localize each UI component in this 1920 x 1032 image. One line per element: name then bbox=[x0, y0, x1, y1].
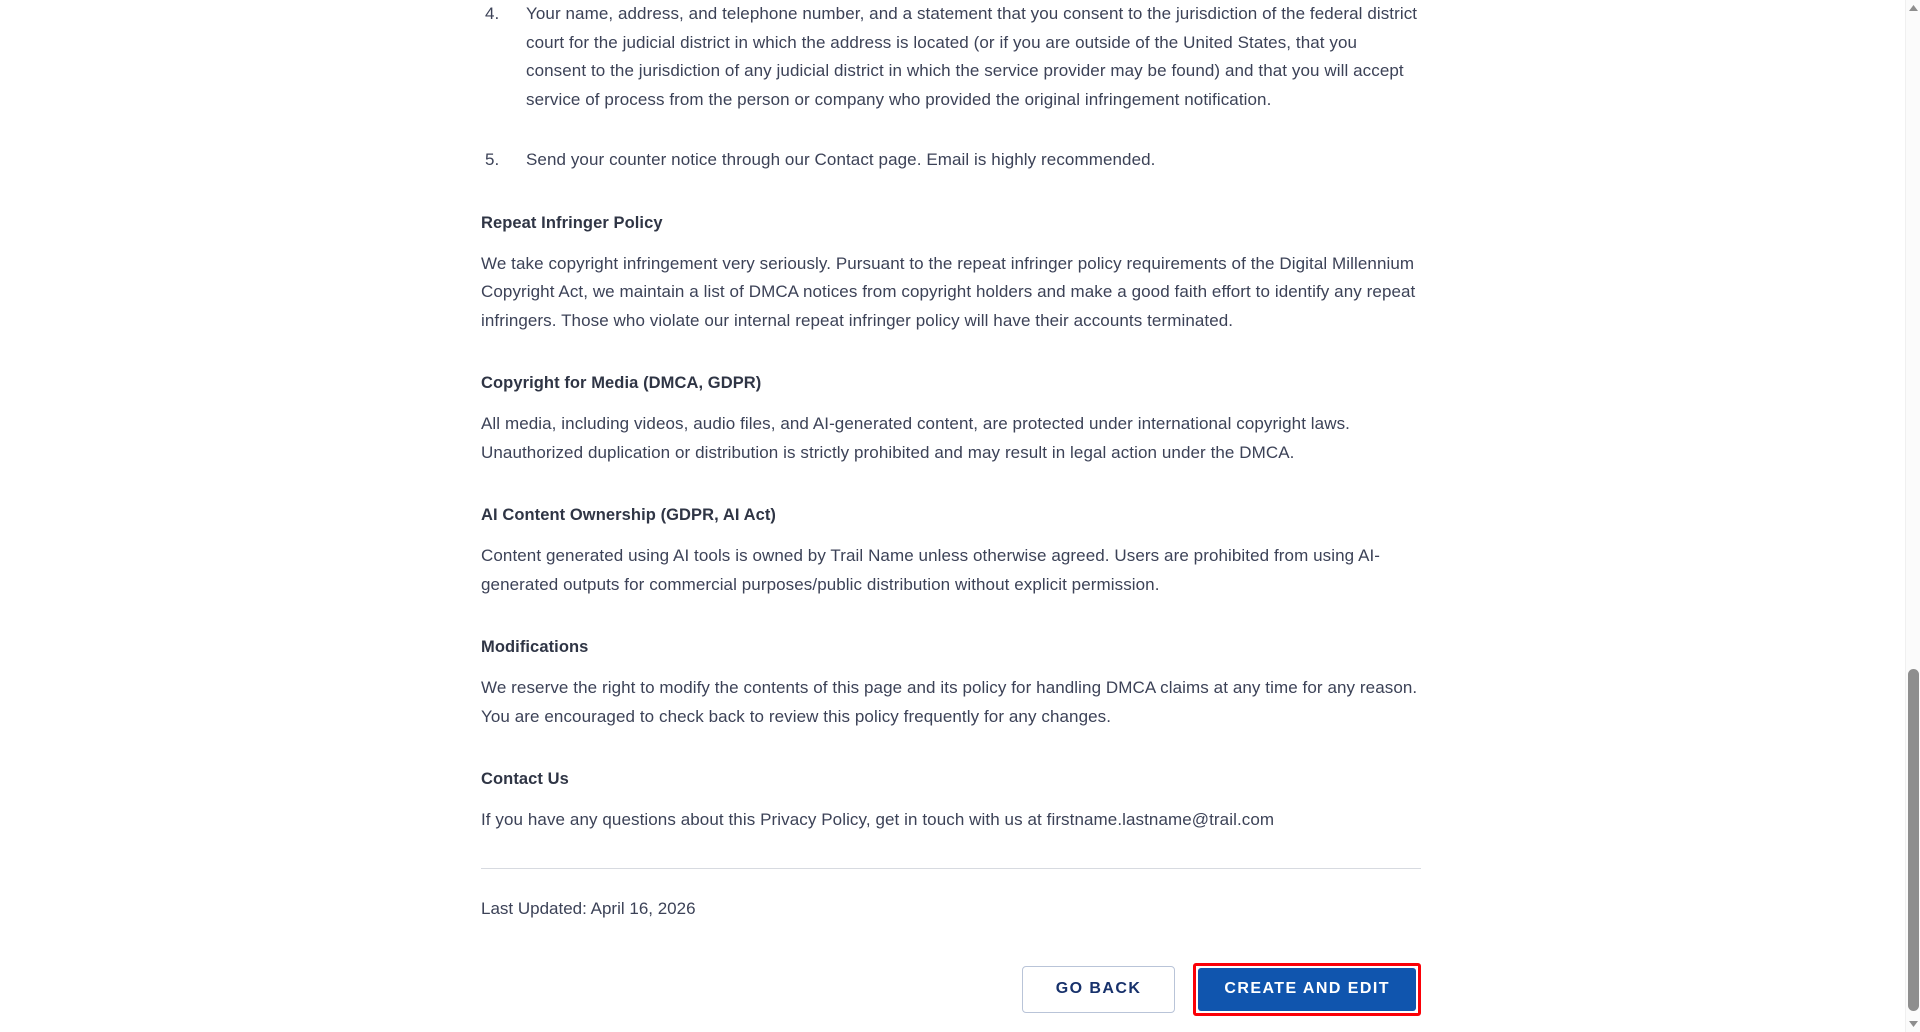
scroll-down-arrow[interactable] bbox=[1906, 1016, 1920, 1032]
section-paragraph: We take copyright infringement very seriously. Pursuant to the repeat infringer policy requirements of the Digital Millennium Copyright Act, we maintain a list of DMCA notices from copyright holders and make a good faith effort to identify any repeat infringers. Those who violate our internal repeat infringer policy will have their accounts terminated. bbox=[481, 253, 1416, 330]
content-column bbox=[481, 0, 1421, 1016]
create-and-edit-highlight bbox=[1193, 963, 1421, 1016]
go-back-button[interactable]: GO BACK bbox=[1022, 966, 1176, 1013]
section-heading: Copyright for Media (DMCA, GDPR) bbox=[481, 374, 762, 392]
section-contact-us bbox=[481, 768, 1421, 835]
scrollbar-thumb[interactable] bbox=[1908, 669, 1919, 1011]
list-item-marker: 4. bbox=[485, 4, 500, 23]
action-button-row bbox=[481, 963, 1421, 1016]
section-heading: Modifications bbox=[481, 638, 589, 656]
create-and-edit-button[interactable]: CREATE AND EDIT bbox=[1198, 968, 1416, 1011]
last-updated-text: Last Updated: April 16, 2026 bbox=[481, 898, 696, 918]
list-item-text: Your name, address, and telephone number, and a statement that you consent to the jurisdiction of the federal district court for the judicial district in which the address is located (or if you are outside of the United States, that you consent to the jurisdiction of any judicial district in which the service provider may be found) and that you will accept service of process from the person or company who provided the original infringement notification. bbox=[526, 4, 1418, 109]
chevron-down-icon bbox=[1909, 1021, 1918, 1027]
divider bbox=[481, 868, 1421, 869]
section-modifications bbox=[481, 636, 1421, 731]
dmca-counter-notice-list bbox=[481, 0, 1421, 175]
scroll-up-arrow[interactable] bbox=[1906, 0, 1920, 16]
section-heading: AI Content Ownership (GDPR, AI Act) bbox=[481, 506, 776, 524]
section-heading: Repeat Infringer Policy bbox=[481, 213, 663, 232]
section-paragraph: All media, including videos, audio files, and AI-generated content, are protected under international copyright laws. Unauthorized duplication or distribution is strictly prohibited and may result in legal action under the DMCA. bbox=[481, 414, 1350, 462]
section-heading: Contact Us bbox=[481, 770, 569, 788]
section-paragraph: We reserve the right to modify the contents of this page and its policy for handling DMCA claims at any time for any reason. You are encouraged to check back to review this policy frequently for any changes. bbox=[481, 678, 1418, 726]
list-item-marker: 5. bbox=[485, 150, 500, 169]
section-paragraph: If you have any questions about this Privacy Policy, get in touch with us at firstname.lastname@trail.com bbox=[481, 810, 1275, 829]
vertical-scrollbar[interactable] bbox=[1905, 0, 1920, 1032]
section-repeat-infringer-policy bbox=[481, 212, 1421, 336]
list-item bbox=[481, 0, 1421, 114]
section-ai-content-ownership bbox=[481, 504, 1421, 599]
section-paragraph: Content generated using AI tools is owned by Trail Name unless otherwise agreed. Users are prohibited from using AI-generated outputs for commercial purposes/public distribution without explicit permission. bbox=[481, 546, 1381, 594]
list-item bbox=[481, 146, 1421, 175]
list-item-text: Send your counter notice through our Contact page. Email is highly recommended. bbox=[526, 150, 1156, 169]
section-copyright-for-media bbox=[481, 372, 1421, 467]
chevron-up-icon bbox=[1909, 5, 1918, 11]
